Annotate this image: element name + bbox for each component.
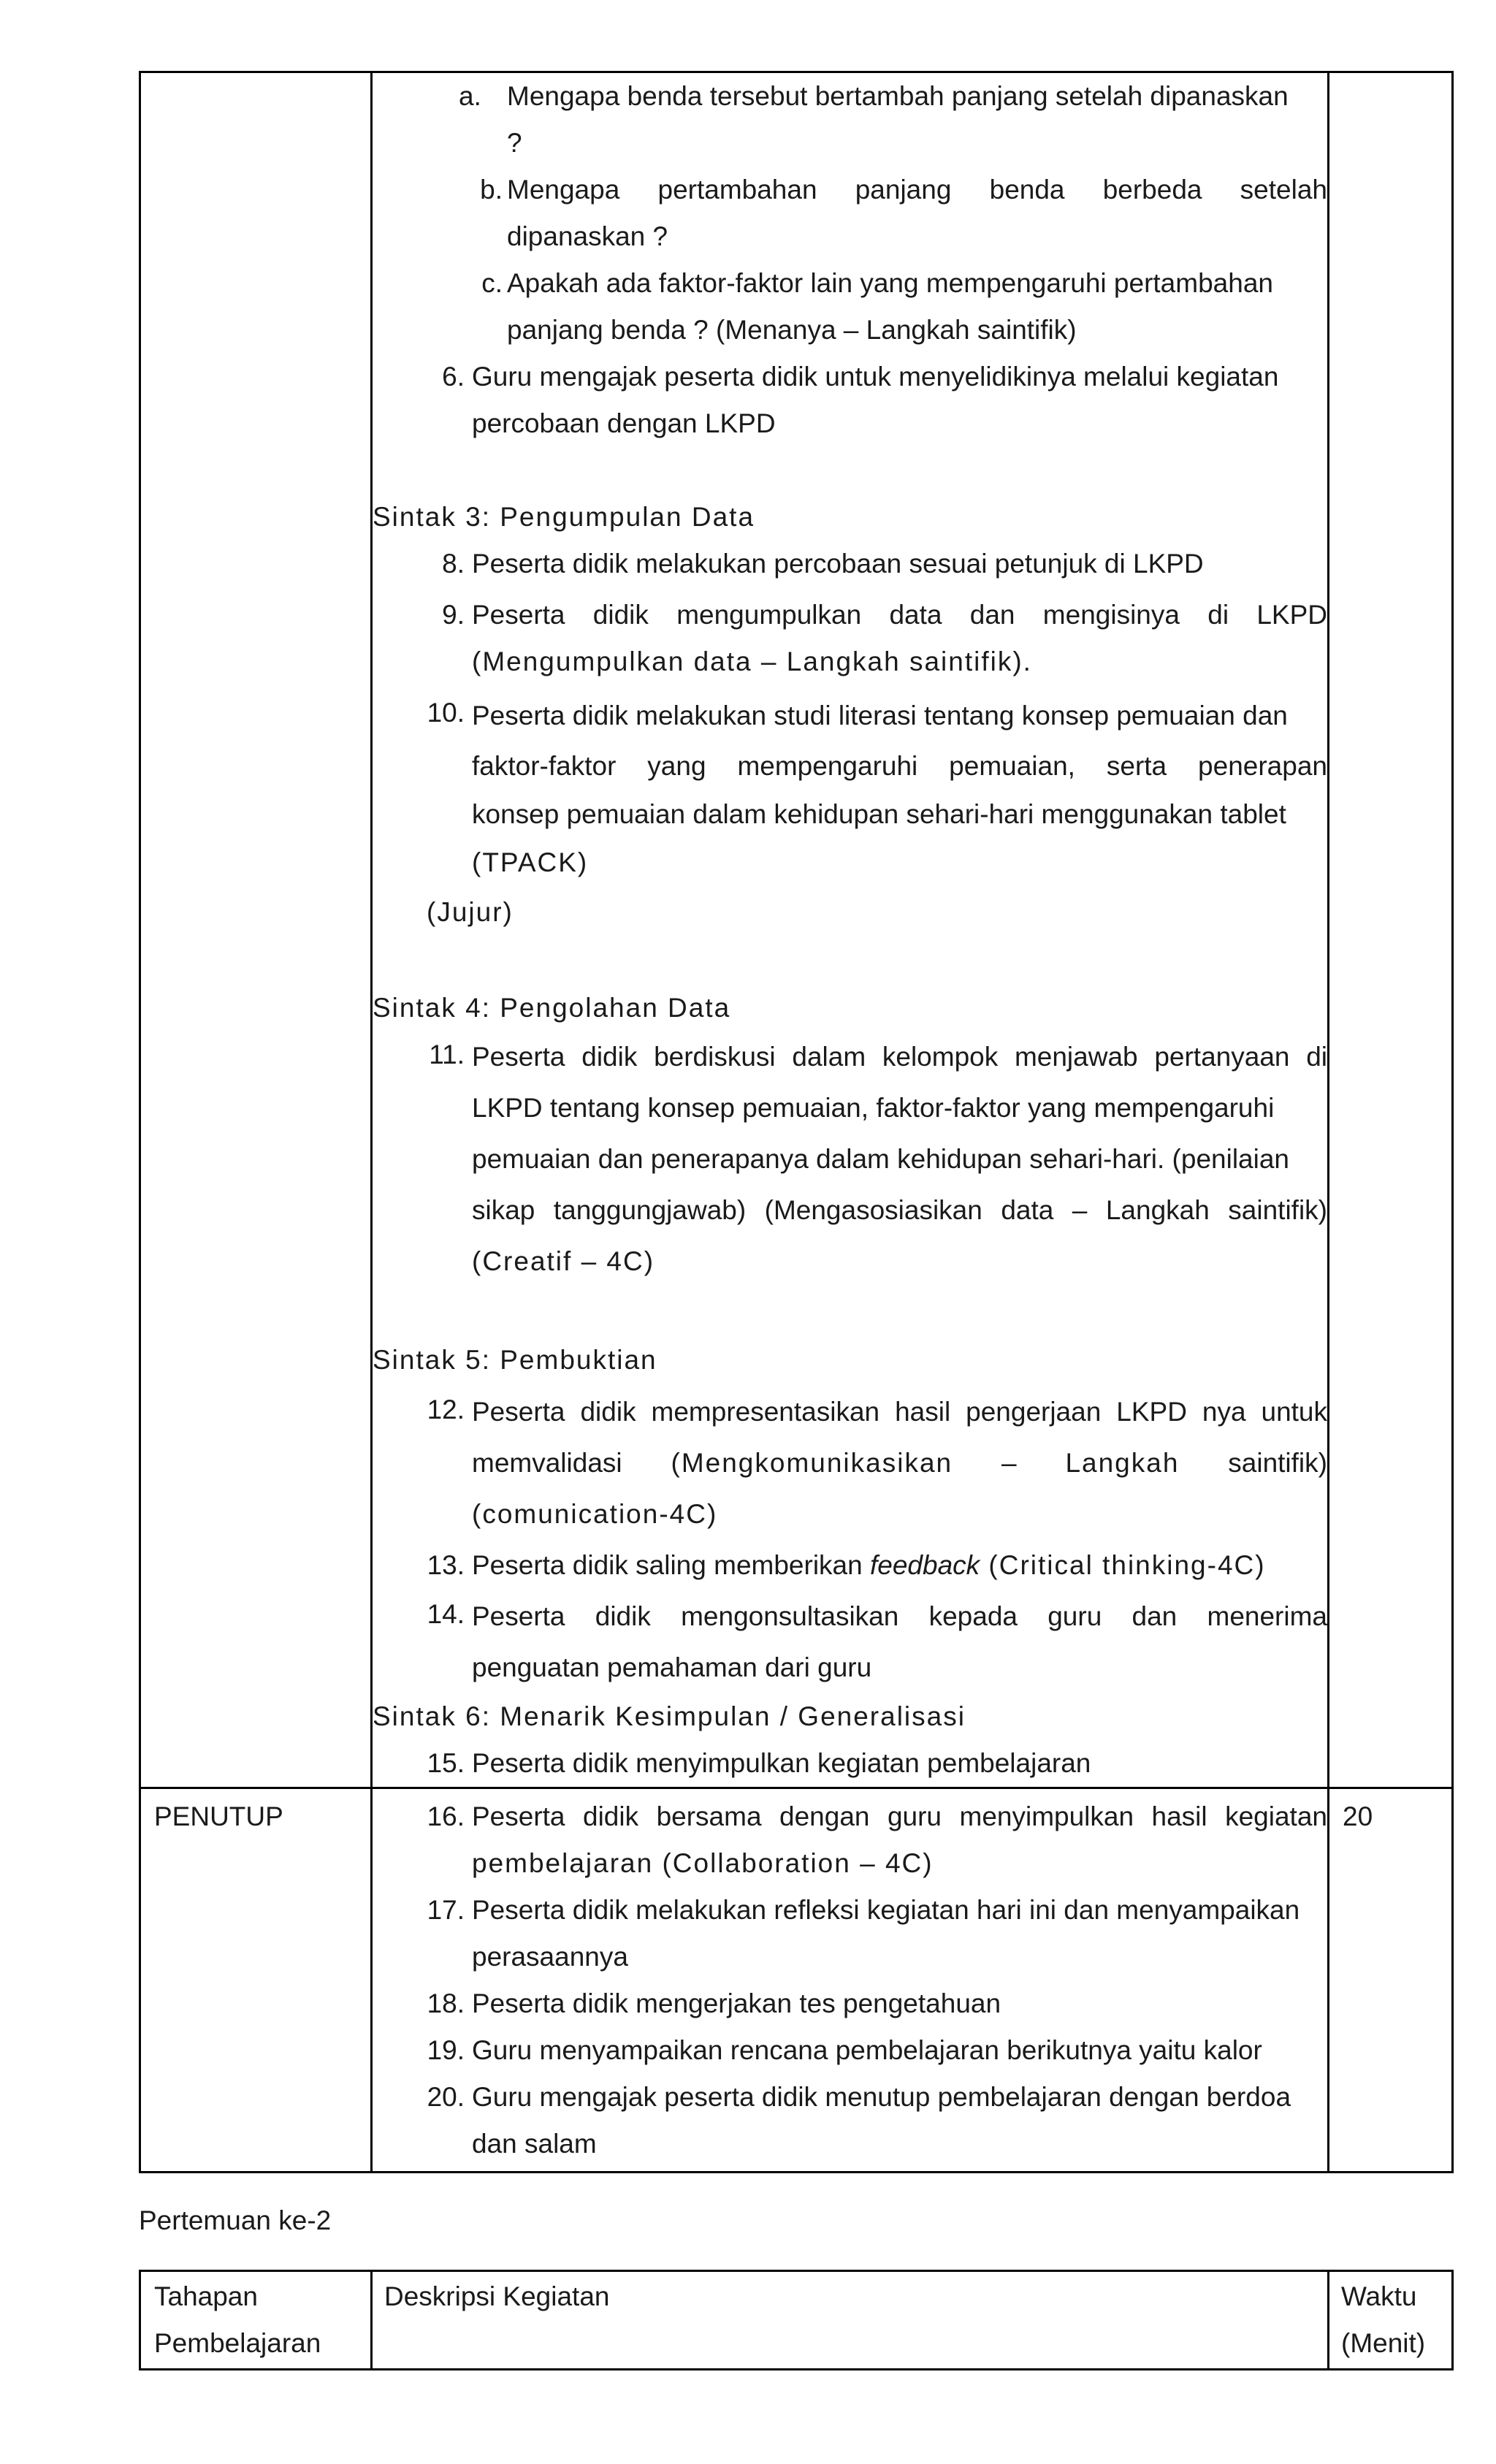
list-item: 13. Peserta didik saling memberikan feedback (Critical thinking-4C)	[427, 1550, 1266, 1580]
stage-cell-empty	[140, 72, 372, 1788]
list-item: 9. Peserta didik mengumpulkan data dan mengisinya di LKPD (Mengumpulkan data – Langkah saintifik).	[442, 600, 1327, 676]
section-heading: Sintak 6: Menarik Kesimpulan / Generalisasi	[373, 1701, 966, 1731]
core-activity-row	[140, 72, 1453, 1788]
value-tag: (Jujur)	[427, 897, 514, 927]
header-time: Waktu (Menit)	[1329, 2271, 1453, 2370]
list-item: 15. Peserta didik menyimpulkan kegiatan pembelajaran	[427, 1748, 1091, 1778]
list-item: c. Apakah ada faktor-faktor lain yang mempengaruhi pertambahan panjang benda ? (Menanya – Langkah saintifik)	[481, 268, 1273, 345]
header-row	[140, 2271, 1453, 2370]
list-item: a. Mengapa benda tersebut bertambah panjang setelah dipanaskan ?	[459, 81, 1289, 158]
meeting-caption: Pertemuan ke-2	[139, 2205, 332, 2235]
list-item: 17. Peserta didik melakukan refleksi kegiatan hari ini dan menyampaikan perasaannya	[427, 1895, 1300, 1972]
list-item: 12. Peserta didik mempresentasikan hasil pengerjaan LKPD nya untuk memvalidasi (Mengkomunikasikan – Langkah saintifik) (comunication-4C)	[427, 1395, 1327, 1529]
list-item: 18. Peserta didik mengerjakan tes pengetahuan	[427, 1988, 1001, 2018]
activity-table	[139, 71, 1454, 2173]
closing-row	[140, 1788, 1453, 2173]
meeting-2-table	[139, 2270, 1454, 2370]
time-cell: 20	[1329, 1788, 1453, 2173]
list-item: 16. Peserta didik bersama dengan guru menyimpulkan hasil kegiatan pembelajaran (Collaboration – 4C)	[427, 1801, 1327, 1878]
header-stage: Tahapan Pembelajaran	[140, 2271, 372, 2370]
stage-cell: PENUTUP	[140, 1788, 372, 2173]
section-heading: Sintak 5: Pembuktian	[373, 1345, 657, 1375]
list-item: 19. Guru menyampaikan rencana pembelajaran berikutnya yaitu kalor	[427, 2035, 1262, 2065]
list-item: 11. Peserta didik berdiskusi dalam kelompok menjawab pertanyaan di LKPD tentang konsep pemuaian, faktor-faktor yang mempengaruhi pemuaian dan penerapanya dalam kehidupan sehari-hari. (penilaian sikap tanggungjawab) (Mengasosiasikan data – Langkah saintifik) (Creatif – 4C)	[429, 1040, 1327, 1276]
section-heading: Sintak 4: Pengolahan Data	[373, 993, 731, 1023]
list-item: 14. Peserta didik mengonsultasikan kepada guru dan menerima penguatan pemahaman dari guru	[427, 1599, 1327, 1682]
section-heading: Sintak 3: Pengumpulan Data	[373, 502, 755, 532]
description-cell	[372, 72, 1329, 1788]
time-cell-empty	[1329, 72, 1453, 1788]
list-item: b. Mengapa pertambahan panjang benda berbeda setelah dipanaskan ?	[480, 175, 1327, 251]
description-cell	[372, 1788, 1329, 2173]
list-item: 8. Peserta didik melakukan percobaan sesuai petunjuk di LKPD	[442, 549, 1204, 579]
header-description: Deskripsi Kegiatan	[372, 2271, 1329, 2370]
list-item: 20. Guru mengajak peserta didik menutup pembelajaran dengan berdoa dan salam	[427, 2082, 1291, 2159]
list-item: 10. Peserta didik melakukan studi literasi tentang konsep pemuaian dan faktor-faktor yang mempengaruhi pemuaian, serta penerapan konsep pemuaian dalam kehidupan sehari-hari menggunakan tablet (TPACK)	[427, 698, 1327, 877]
list-item: 6. Guru mengajak peserta didik untuk menyelidikinya melalui kegiatan percobaan dengan LKPD	[442, 362, 1279, 438]
